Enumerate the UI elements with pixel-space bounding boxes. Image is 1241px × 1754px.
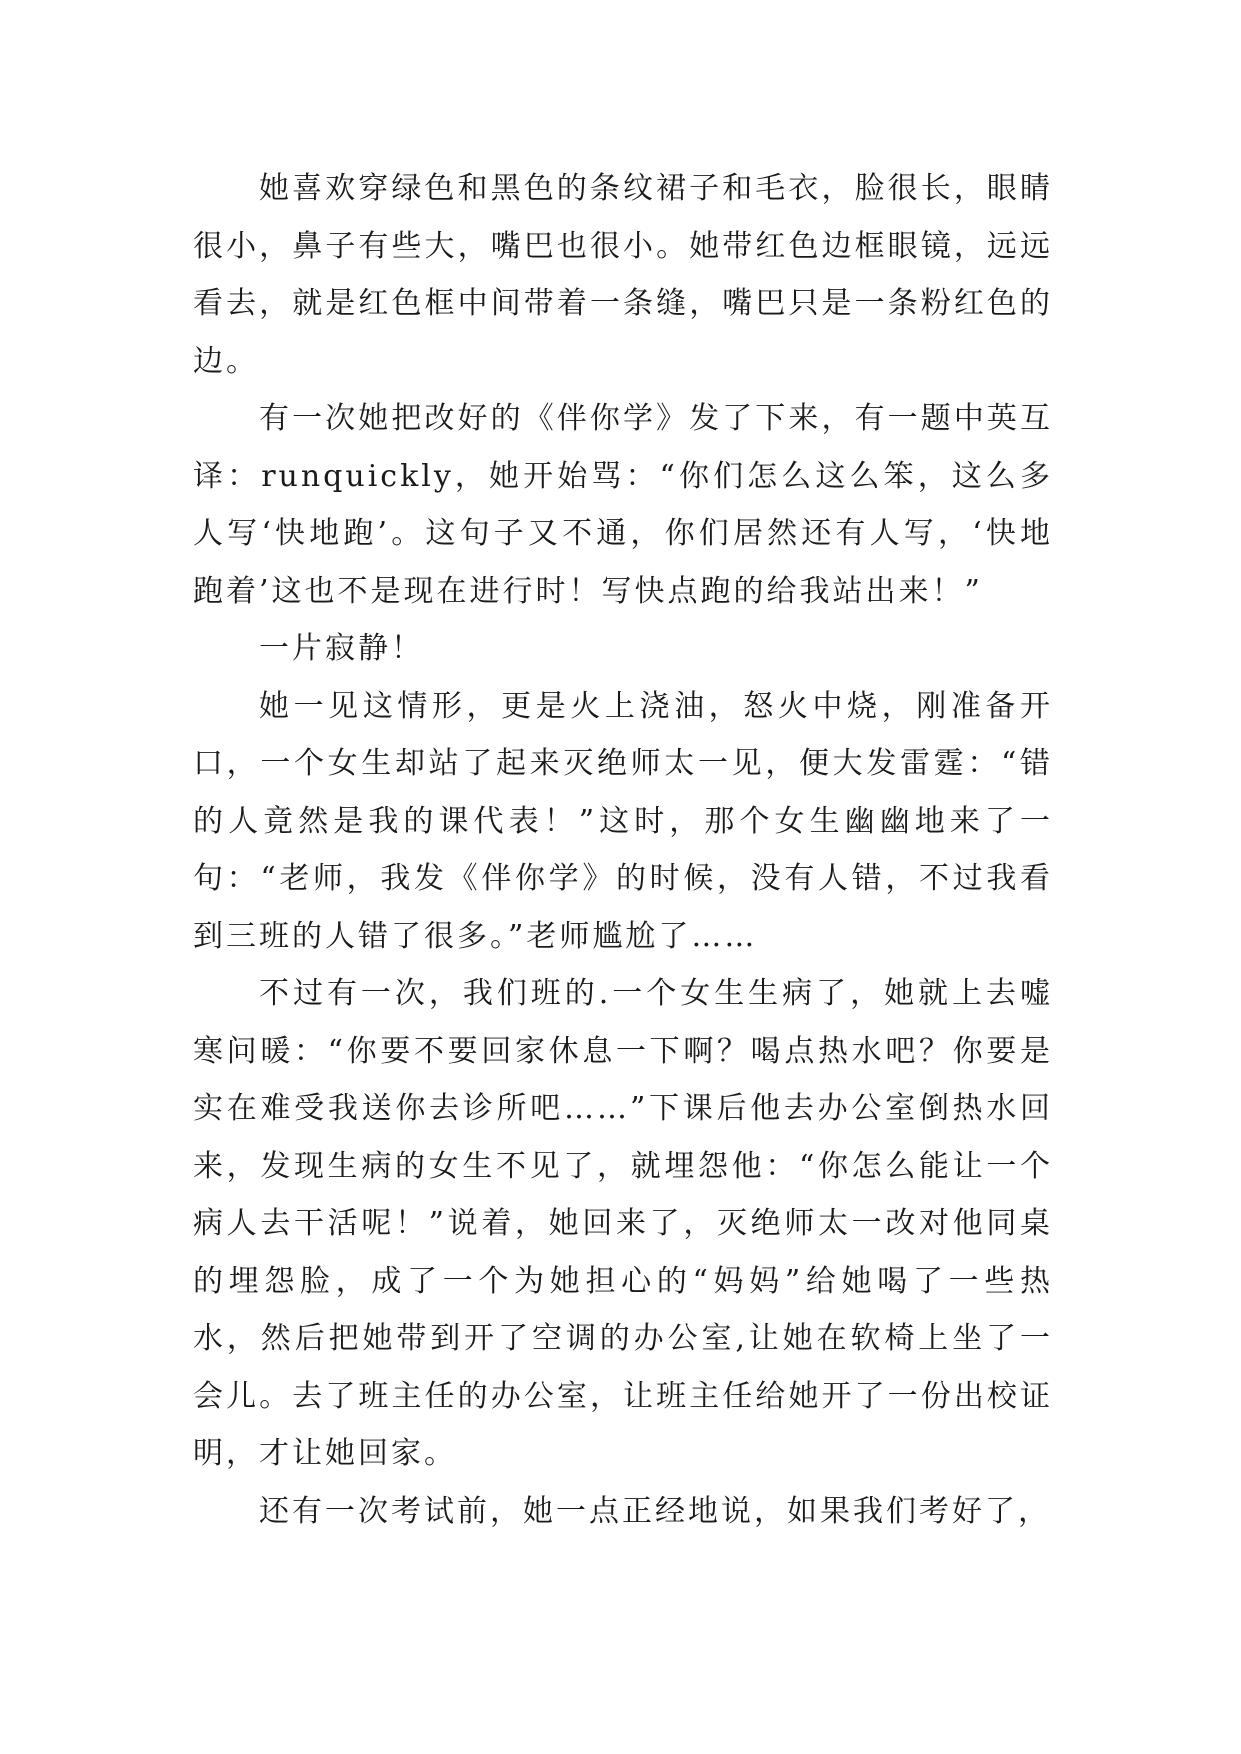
- paragraph-homework: 有一次她把改好的《伴你学》发了下来，有一题中英互译：runquickly，她开始骂：“你们怎么这么笨，这么多人写‘快地跑’。这句子又不通，你们居然还有人写，‘快地跑着’这也不是现在进行时！写快点跑的给我站出来！”: [193, 401, 1053, 609]
- paragraph-representative: 她一见这情形，更是火上浇油，怒火中烧，刚准备开口，一个女生却站了起来灭绝师太一见，便大发雷霆：“错的人竟然是我的课代表！”这时，那个女生幽幽地来了一句：“老师，我发《伴你学》的时候，没有人错，不过我看到三班的人错了很多。”老师尴尬了……: [193, 688, 1053, 954]
- paragraph-sick-student: 不过有一次，我们班的.一个女生生病了，她就上去嘘寒问暖：“你要不要回家休息一下啊？喝点热水吧？你要是实在难受我送你去诊所吧……”下课后他去办公室倒热水回来，发现生病的女生不见了，就埋怨他：“你怎么能让一个病人去干活呢！”说着，她回来了，灭绝师太一改对他同桌的埋怨脸，成了一个为她担心的“妈妈”给她喝了一些热水，然后把她带到开了空调的办公室,让她在软椅上坐了一会儿。去了班主任的办公室，让班主任给她开了一份出校证明，才让她回家。: [193, 976, 1053, 1471]
- paragraph-appearance: 她喜欢穿绿色和黑色的条纹裙子和毛衣，脸很长，眼睛很小，鼻子有些大，嘴巴也很小。她带红色边框眼镜，远远看去，就是红色框中间带着一条缝，嘴巴只是一条粉红色的边。: [193, 171, 1053, 379]
- paragraph-exam: 还有一次考试前，她一点正经地说，如果我们考好了，: [259, 1493, 1051, 1529]
- document-page: [193, 160, 1053, 1540]
- paragraph-silence: 一片寂静！: [259, 631, 424, 666]
